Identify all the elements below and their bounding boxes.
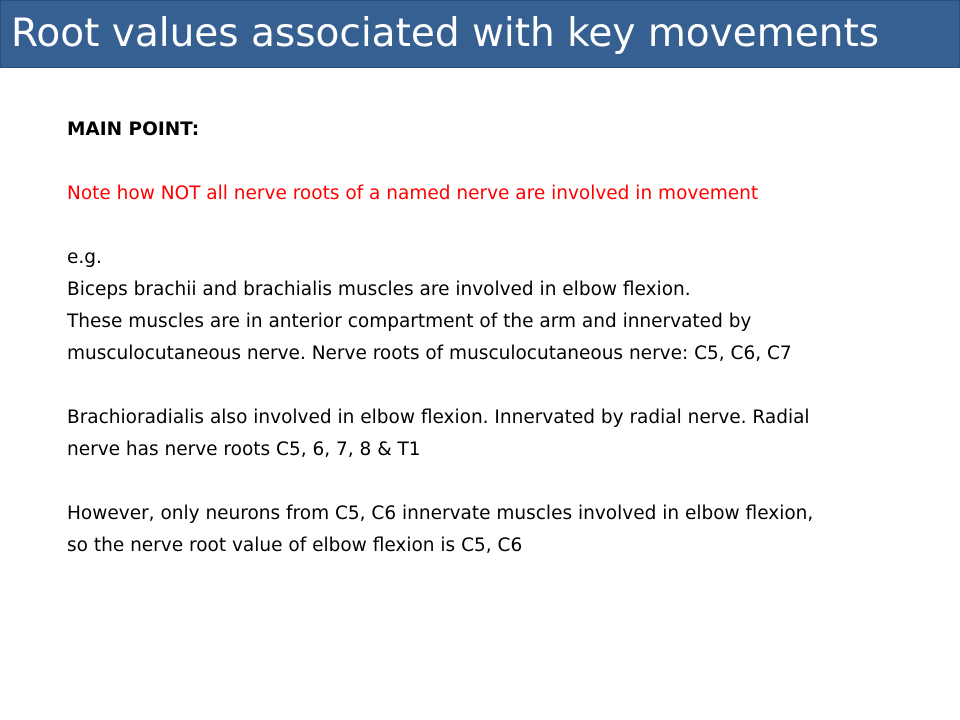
paragraph-3-line-1: However, only neurons from C5, C6 innervate muscles involved in elbow flexion, — [67, 503, 814, 524]
slide-title: Root values associated with key movements — [11, 11, 880, 56]
paragraph-1-line-2: These muscles are in anterior compartment of the arm and innervated by — [67, 311, 752, 332]
spacer — [67, 370, 947, 402]
paragraph-2-line-2: nerve has nerve roots C5, 6, 7, 8 & T1 — [67, 439, 421, 460]
spacer — [67, 466, 947, 498]
spacer — [67, 146, 947, 178]
title-bar — [0, 0, 960, 68]
paragraph-2-line-1: Brachioradialis also involved in elbow flexion. Innervated by radial nerve. Radial — [67, 407, 810, 428]
example-label: e.g. — [67, 247, 102, 268]
spacer — [67, 210, 947, 242]
paragraph-1-line-3: musculocutaneous nerve. Nerve roots of musculocutaneous nerve: C5, C6, C7 — [67, 343, 792, 364]
paragraph-1-line-1: Biceps brachii and brachialis muscles are involved in elbow flexion. — [67, 279, 691, 300]
main-point-note: Note how NOT all nerve roots of a named nerve are involved in movement — [67, 183, 759, 204]
main-point-label: MAIN POINT: — [67, 119, 200, 140]
slide-body — [67, 114, 947, 562]
paragraph-3-line-2: so the nerve root value of elbow flexion is C5, C6 — [67, 535, 523, 556]
